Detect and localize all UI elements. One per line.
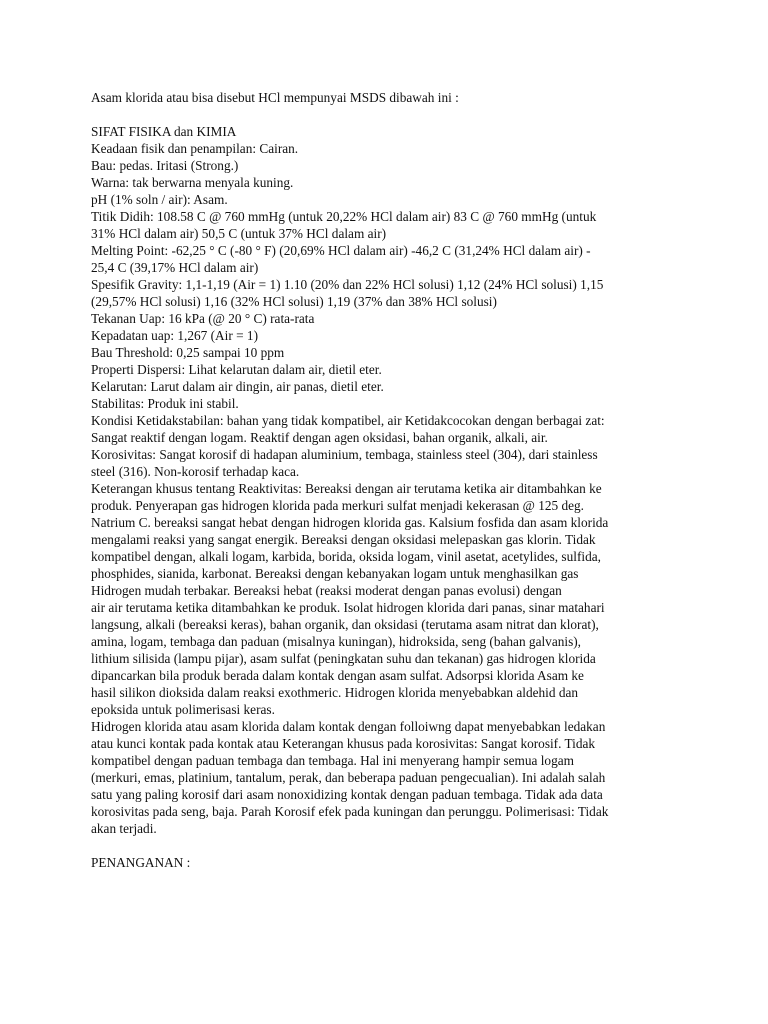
text-line: 31% HCl dalam air) 50,5 C (untuk 37% HCl dalam air): [91, 226, 387, 241]
text-line: Keadaan fisik dan penampilan: Cairan.: [91, 141, 299, 156]
text-line: steel (316). Non-korosif terhadap kaca.: [91, 464, 300, 479]
text-line: kompatibel dengan, alkali logam, karbida, borida, oksida logam, vinil asetat, acetylides, sulfida,: [91, 549, 601, 564]
text-line: Warna: tak berwarna menyala kuning.: [91, 175, 294, 190]
text-line: Melting Point: -62,25 ° C (-80 ° F) (20,69% HCl dalam air) -46,2 C (31,24% HCl dalam air) -: [91, 243, 591, 258]
text-line: epoksida untuk polimerisasi keras.: [91, 702, 275, 717]
text-line: korosivitas pada seng, baja. Parah Korosif efek pada kuningan dan perunggu. Polimerisasi: Tidak: [91, 804, 609, 819]
text-line: mengalami reaksi yang sangat energik. Bereaksi dengan oksidasi melepaskan gas klorin. Tidak: [91, 532, 596, 547]
text-line: langsung, alkali (bereaksi keras), bahan organik, dan oksidasi (terutama asam nitrat dan klorat),: [91, 617, 599, 632]
text-line: akan terjadi.: [91, 821, 157, 836]
text-line: Spesifik Gravity: 1,1-1,19 (Air = 1) 1.10 (20% dan 22% HCl solusi) 1,12 (24% HCl solusi) 1,15: [91, 277, 604, 292]
text-line: Titik Didih: 108.58 C @ 760 mmHg (untuk 20,22% HCl dalam air) 83 C @ 760 mmHg (untuk: [91, 209, 597, 224]
text-line: hasil silikon dioksida dalam reaksi exothmeric. Hidrogen klorida menyebabkan aldehid dan: [91, 685, 579, 700]
text-line: kompatibel dengan paduan tembaga dan tembaga. Hal ini menyerang hampir semua logam: [91, 753, 574, 768]
section-title-penanganan: PENANGANAN :: [91, 855, 191, 870]
section-title: SIFAT FISIKA dan KIMIA: [91, 124, 237, 139]
blank-line: [91, 106, 741, 123]
text-line: amina, logam, tembaga dan paduan (misalnya kuningan), hidroksida, seng (bahan galvanis),: [91, 634, 581, 649]
text-line: Sangat reaktif dengan logam. Reaktif dengan agen oksidasi, bahan organik, alkali, air.: [91, 430, 548, 445]
text-line: Hidrogen mudah terbakar. Bereaksi hebat (reaksi moderat dengan panas evolusi) dengan: [91, 583, 562, 598]
text-line: phosphides, sianida, karbonat. Bereaksi dengan kebanyakan logam untuk menghasilkan gas: [91, 566, 579, 581]
text-line: Properti Dispersi: Lihat kelarutan dalam air, dietil eter.: [91, 362, 382, 377]
intro-line: Asam klorida atau bisa disebut HCl mempunyai MSDS dibawah ini :: [91, 90, 459, 105]
text-line: Stabilitas: Produk ini stabil.: [91, 396, 239, 411]
text-line: (merkuri, emas, platinium, tantalum, perak, dan beberapa paduan pengecualian). Ini adalah salah: [91, 770, 606, 785]
text-line: Korosivitas: Sangat korosif di hadapan aluminium, tembaga, stainless steel (304), dari stainless: [91, 447, 598, 462]
text-line: (29,57% HCl solusi) 1,16 (32% HCl solusi) 1,19 (37% dan 38% HCl solusi): [91, 294, 497, 309]
text-line: Hidrogen klorida atau asam klorida dalam kontak dengan folloiwng dapat menyebabkan ledakan: [91, 719, 606, 734]
text-line: produk. Penyerapan gas hidrogen klorida pada merkuri sulfat menjadi kekerasan @ 125 deg.: [91, 498, 584, 513]
text-line: air air terutama ketika ditambahkan ke produk. Isolat hidrogen klorida dari panas, sinar matahari: [91, 600, 605, 615]
text-line: Kondisi Ketidakstabilan: bahan yang tidak kompatibel, air Ketidakcocokan dengan berbagai zat:: [91, 413, 605, 428]
text-line: Kepadatan uap: 1,267 (Air = 1): [91, 328, 259, 343]
text-line: Bau Threshold: 0,25 sampai 10 ppm: [91, 345, 285, 360]
text-line: atau kunci kontak pada kontak atau Keterangan khusus pada korosivitas: Sangat korosif. Tidak: [91, 736, 596, 751]
document-page: [91, 89, 741, 871]
text-line: Tekanan Uap: 16 kPa (@ 20 ° C) rata-rata: [91, 311, 315, 326]
text-line: lithium silisida (lampu pijar), asam sulfat (peningkatan suhu dan tekanan) gas hidrogen klorida: [91, 651, 596, 666]
text-line: Keterangan khusus tentang Reaktivitas: Bereaksi dengan air terutama ketika air ditambahkan ke: [91, 481, 602, 496]
text-line: Kelarutan: Larut dalam air dingin, air panas, dietil eter.: [91, 379, 384, 394]
text-line: 25,4 C (39,17% HCl dalam air): [91, 260, 259, 275]
text-line: Natrium C. bereaksi sangat hebat dengan hidrogen klorida gas. Kalsium fosfida dan asam klorida: [91, 515, 609, 530]
text-line: dipancarkan bila produk berada dalam kontak dengan asam sulfat. Adsorpsi klorida Asam ke: [91, 668, 584, 683]
text-line: satu yang paling korosif dari asam nonoxidizing kontak dengan paduan tembaga. Tidak ada data: [91, 787, 603, 802]
blank-line: [91, 837, 741, 854]
text-line: pH (1% soln / air): Asam.: [91, 192, 228, 207]
text-line: Bau: pedas. Iritasi (Strong.): [91, 158, 239, 173]
